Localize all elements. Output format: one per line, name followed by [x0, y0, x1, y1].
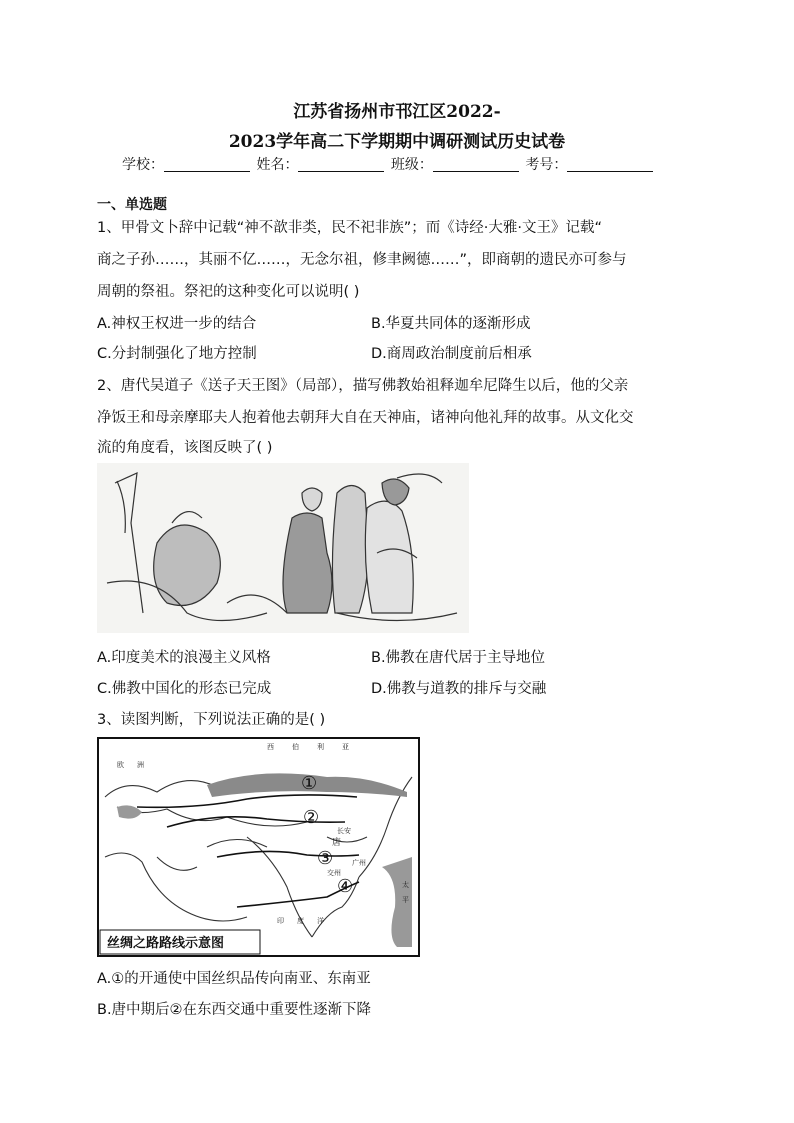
school-blank[interactable] — [164, 157, 250, 172]
map-label-du: 度 — [297, 917, 304, 925]
q2-line-3: 流的角度看，该图反映了( ) — [97, 440, 273, 456]
q1-line-3: 周朝的祭祖。祭祀的这种变化可以说明( ) — [97, 284, 360, 300]
map-label-changan: 长安 — [337, 827, 351, 835]
map-label-li: 利 — [317, 743, 324, 751]
route-marker-1: ① — [301, 773, 318, 794]
map-label-ping: 平 — [402, 896, 409, 904]
exam-title-line1: 江苏省扬州市邗江区2022- — [293, 102, 501, 122]
map-label-zhou: 洲 — [137, 761, 144, 769]
silk-road-map — [97, 737, 420, 957]
painting-image — [97, 463, 469, 633]
q2-option-d[interactable]: D.佛教与道教的排斥与交融 — [371, 681, 547, 697]
map-label-yang: 洋 — [317, 917, 324, 925]
exam-number-label: 考号： — [525, 157, 568, 173]
section-title: 一、单选题 — [97, 197, 167, 213]
q2-line-1: 2、唐代吴道子《送子天王图》（局部），描写佛教始祖释迦牟尼降生以后，他的父亲 — [97, 378, 629, 394]
route-marker-3: ③ — [317, 848, 334, 869]
q1-option-c[interactable]: C.分封制强化了地方控制 — [97, 346, 257, 362]
q1-option-a[interactable]: A.神权王权进一步的结合 — [97, 316, 257, 332]
q2-line-2: 净饭王和母亲摩耶夫人抱着他去朝拜大自在天神庙，诸神向他礼拜的故事。从文化交 — [97, 410, 634, 426]
q3-option-b[interactable]: B.唐中期后②在东西交通中重要性逐渐下降 — [97, 1002, 372, 1018]
map-label-yin: 印 — [277, 917, 284, 925]
school-label: 学校： — [122, 157, 164, 173]
q1-option-d[interactable]: D.商周政治制度前后相承 — [371, 346, 532, 362]
q2-option-b[interactable]: B.佛教在唐代居于主导地位 — [371, 650, 546, 666]
map-label-bo: 伯 — [292, 743, 299, 751]
map-label-ou: 欧 — [117, 761, 124, 769]
name-label: 姓名： — [256, 157, 299, 173]
map-label-jiaozhou: 交州 — [327, 869, 341, 877]
class-blank[interactable] — [433, 157, 519, 172]
map-label-tang: 唐 — [332, 838, 342, 848]
map-caption: 丝绸之路路线示意图 — [107, 936, 225, 951]
student-info-row — [122, 154, 655, 174]
q2-option-a[interactable]: A.印度美术的浪漫主义风格 — [97, 650, 271, 666]
q1-option-b[interactable]: B.华夏共同体的逐渐形成 — [371, 316, 531, 332]
q3-line-1: 3、读图判断，下列说法正确的是( ) — [97, 712, 326, 728]
class-label: 班级： — [390, 157, 433, 173]
map-label-xi: 西 — [267, 743, 274, 751]
q2-option-c[interactable]: C.佛教中国化的形态已完成 — [97, 681, 272, 697]
map-label-ya: 亚 — [342, 743, 349, 751]
exam-number-blank[interactable] — [567, 157, 653, 172]
route-marker-4: ④ — [337, 876, 354, 897]
q1-line-1: 1、甲骨文卜辞中记载“神不歆非类，民不祀非族”；而《诗经·大雅·文王》记载“ — [97, 220, 602, 236]
q1-line-2: 商之子孙……，其丽不亿……，无念尔祖，修聿阙德……”，即商朝的遗民亦可参与 — [97, 252, 627, 268]
q3-option-a[interactable]: A.①的开通使中国丝织品传向南亚、东南亚 — [97, 971, 371, 987]
map-label-tai: 太 — [402, 881, 409, 889]
exam-title-line2: 2023学年高二下学期期中调研测试历史试卷 — [228, 132, 566, 152]
map-label-guangzhou: 广州 — [352, 859, 366, 867]
route-marker-2: ② — [303, 807, 320, 828]
name-blank[interactable] — [298, 157, 384, 172]
